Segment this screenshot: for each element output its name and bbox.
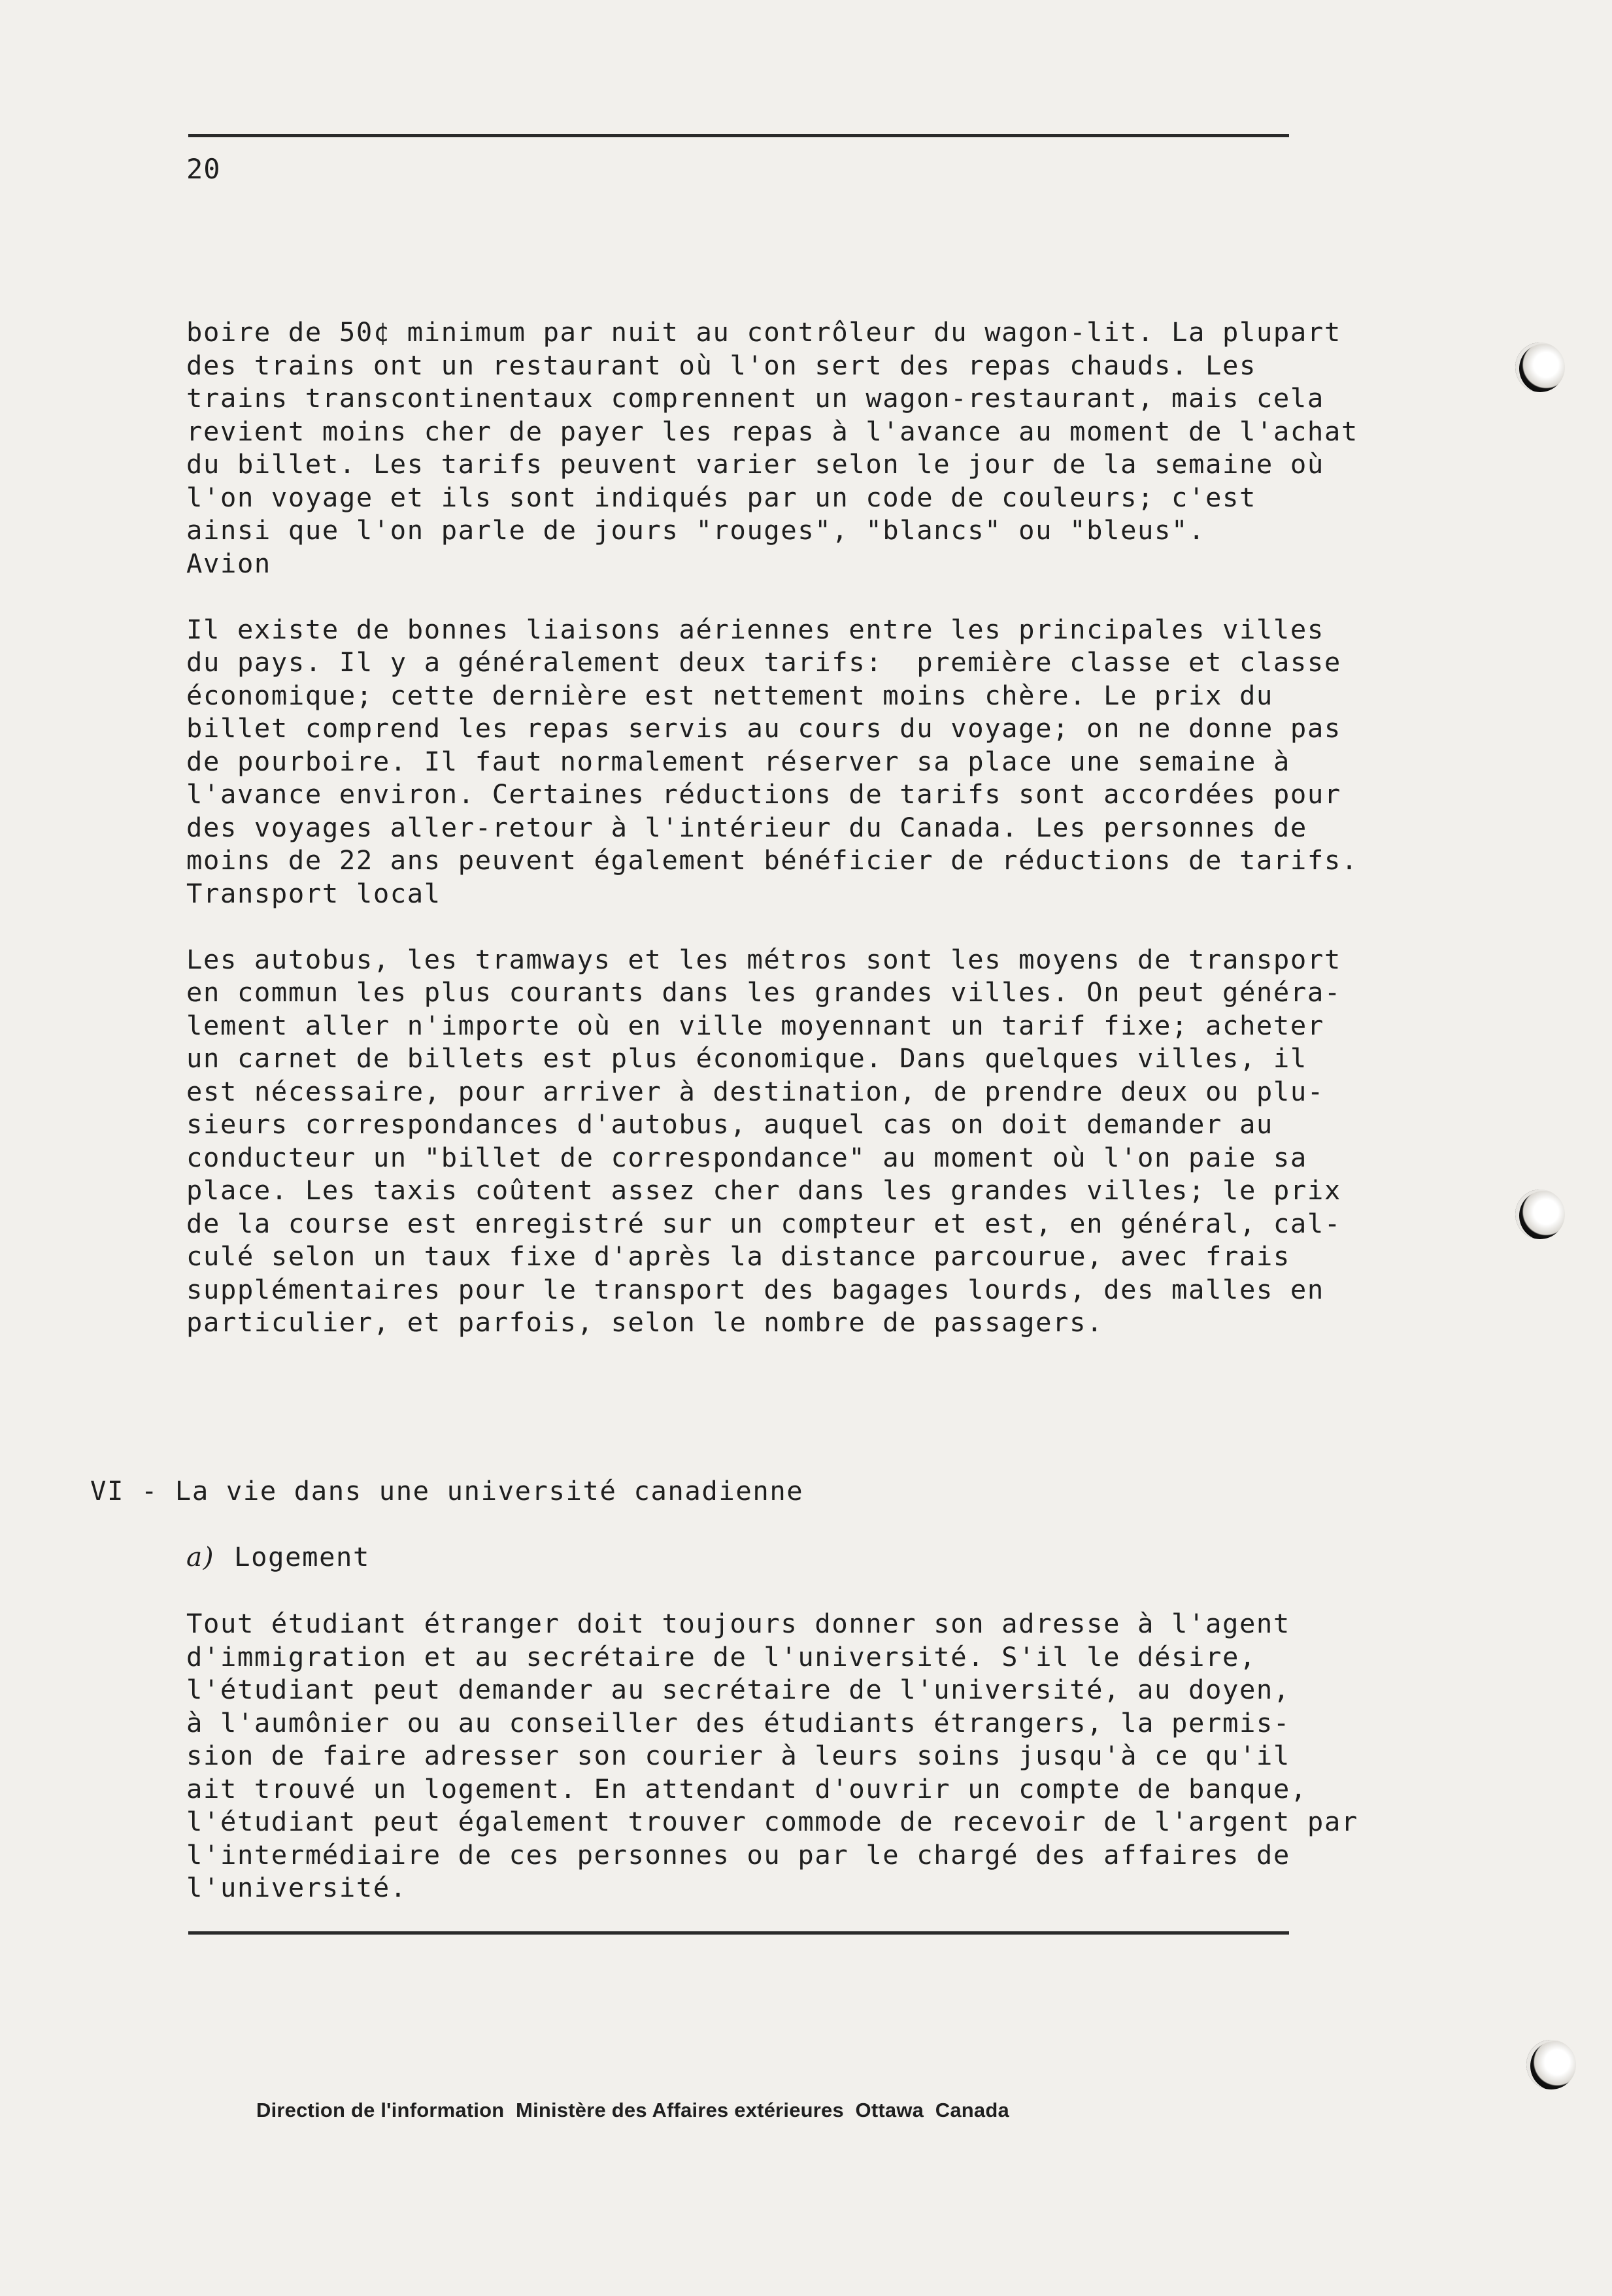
text-line: moins de 22 ans peuvent également bénéficier de réductions de tarifs.: [186, 844, 1358, 876]
text-line: de pourboire. Il faut normalement réserver sa place une semaine à: [186, 745, 1290, 777]
footer-publisher: Direction de l'information Ministère des Affaires extérieures Ottawa Canada: [256, 2099, 1009, 2121]
punch-hole-icon: [1526, 2040, 1576, 2089]
text-line: lement aller n'importe où en ville moyennant un tarif fixe; acheter: [186, 1009, 1324, 1041]
paragraph-housing: [186, 1607, 1358, 1905]
subsection-heading-logement: [186, 1540, 370, 1574]
top-rule: [188, 134, 1289, 137]
bottom-rule: [188, 1931, 1289, 1935]
punch-hole-icon: [1515, 1190, 1565, 1239]
text-line: revient moins cher de payer les repas à l'avance au moment de l'achat: [186, 415, 1358, 447]
page-number: 20: [186, 153, 221, 185]
text-line: billet comprend les repas servis au cours du voyage; on ne donne pas: [186, 712, 1341, 744]
text-line: de la course est enregistré sur un compteur et est, en général, cal-: [186, 1207, 1341, 1239]
text-line: l'université.: [186, 1872, 407, 1903]
text-line: du pays. Il y a généralement deux tarifs: première classe et classe: [186, 646, 1341, 678]
text-line: l'intermédiaire de ces personnes ou par le chargé des affaires de: [186, 1838, 1290, 1871]
text-line: un carnet de billets est plus économique. Dans quelques villes, il: [186, 1042, 1307, 1074]
text-line: ait trouvé un logement. En attendant d'ouvrir un compte de banque,: [186, 1772, 1307, 1805]
text-line: culé selon un taux fixe d'après la distance parcourue, avec frais: [186, 1240, 1290, 1272]
text-line: conducteur un "billet de correspondance" au moment où l'on paie sa: [186, 1141, 1307, 1173]
text-line: supplémentaires pour le transport des bagages lourds, des malles en: [186, 1273, 1324, 1305]
text-line: d'immigration et au secrétaire de l'université. S'il le désire,: [186, 1640, 1256, 1672]
text-line: l'étudiant peut également trouver commode de recevoir de l'argent par: [186, 1806, 1358, 1837]
section-heading-vi: VI - La vie dans une université canadienne: [90, 1475, 804, 1506]
paragraph-local-transport: [186, 943, 1341, 1339]
subsection-letter: a): [186, 1541, 215, 1572]
paragraph-train-meals: [186, 316, 1358, 547]
text-line: l'on voyage et ils sont indiqués par un code de couleurs; c'est: [186, 481, 1256, 513]
text-line: des trains ont un restaurant où l'on sert des repas chauds. Les: [186, 349, 1256, 381]
heading-avion: Avion: [186, 547, 271, 579]
text-line: Les autobus, les tramways et les métros sont les moyens de transport: [186, 943, 1341, 975]
text-line: Il existe de bonnes liaisons aériennes entre les principales villes: [186, 613, 1324, 645]
text-line: sion de faire adresser son courier à leurs soins jusqu'à ce qu'il: [186, 1740, 1290, 1771]
text-line: est nécessaire, pour arriver à destination, de prendre deux ou plu-: [186, 1075, 1324, 1107]
text-line: particulier, et parfois, selon le nombre de passagers.: [186, 1306, 1104, 1338]
text-line: du billet. Les tarifs peuvent varier selon le jour de la semaine où: [186, 448, 1324, 480]
text-line: à l'aumônier ou au conseiller des étudiants étrangers, la permis-: [186, 1706, 1290, 1739]
heading-transport-local: Transport local: [186, 877, 441, 909]
body-text-upper: [186, 316, 1358, 1339]
text-line: l'étudiant peut demander au secrétaire de l'université, au doyen,: [186, 1674, 1290, 1705]
text-line: l'avance environ. Certaines réductions de tarifs sont accordées pour: [186, 778, 1341, 810]
punch-hole-icon: [1515, 342, 1565, 392]
text-line: des voyages aller-retour à l'intérieur du Canada. Les personnes de: [186, 811, 1307, 843]
text-line: place. Les taxis coûtent assez cher dans les grandes villes; le prix: [186, 1174, 1341, 1206]
text-line: économique; cette dernière est nettement moins chère. Le prix du: [186, 679, 1273, 711]
text-line: sieurs correspondances d'autobus, auquel cas on doit demander au: [186, 1108, 1273, 1140]
text-line: Tout étudiant étranger doit toujours donner son adresse à l'agent: [186, 1608, 1290, 1639]
subsection-title: Logement: [234, 1541, 371, 1572]
body-text-lower: [186, 1607, 1358, 1905]
text-line: ainsi que l'on parle de jours "rouges", "blancs" ou "bleus".: [186, 514, 1205, 546]
text-line: trains transcontinentaux comprennent un wagon-restaurant, mais cela: [186, 382, 1324, 414]
text-line: boire de 50¢ minimum par nuit au contrôleur du wagon-lit. La plupart: [186, 316, 1341, 348]
text-line: en commun les plus courants dans les grandes villes. On peut généra-: [186, 976, 1341, 1008]
paragraph-air-travel: [186, 613, 1358, 877]
